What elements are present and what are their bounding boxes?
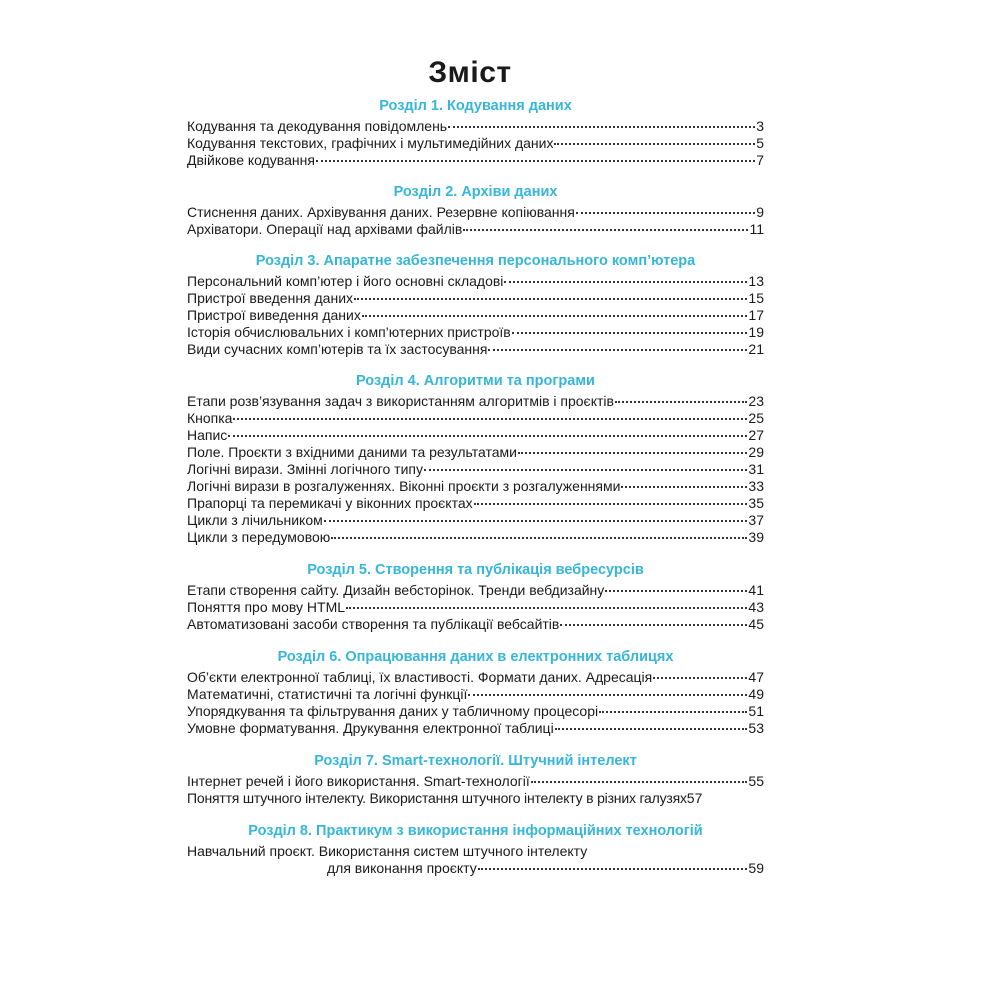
entry-page-number: 37 [748, 512, 764, 528]
toc-entry[interactable] [187, 582, 764, 599]
entry-page-number: 53 [748, 720, 764, 736]
entry-page-number: 13 [748, 273, 764, 289]
toc-entry[interactable] [187, 273, 764, 290]
dot-leader [518, 452, 747, 454]
entry-title: для виконання проєкту [327, 860, 477, 876]
entry-title: Персональний комп’ютер і його основні складові [187, 273, 504, 289]
entry-title: Пристрої виведення даних [187, 307, 361, 323]
entry-page-number: 39 [748, 529, 764, 545]
entry-title: Умовне форматування. Друкування електронної таблиці [187, 720, 554, 736]
dot-leader [478, 868, 748, 870]
entry-title: Поле. Проєкти з вхідними даними та результатами [187, 444, 517, 460]
toc-entry[interactable] [187, 427, 764, 444]
dot-leader [354, 298, 747, 300]
entry-page-number: 31 [748, 461, 764, 477]
dot-leader [448, 126, 755, 128]
entry-title: Поняття штучного інтелекту. Використання штучного інтелекту в різних галузях [187, 790, 687, 806]
dot-leader [555, 728, 748, 730]
section-1 [187, 96, 764, 169]
toc-entry[interactable] [187, 307, 764, 324]
entry-page-number: 35 [748, 495, 764, 511]
toc-entry[interactable] [187, 773, 764, 790]
entry-title: Архіватори. Операції над архівами файлів [187, 221, 463, 237]
entry-page-number: 51 [748, 703, 764, 719]
entry-page-number: 55 [748, 773, 764, 789]
toc-entry[interactable] [187, 512, 764, 529]
table-of-contents [187, 96, 764, 877]
entry-title: Етапи створення сайту. Дизайн вебсторінок. Тренди вебдизайну [187, 582, 605, 598]
entry-page-number: 11 [749, 221, 764, 237]
toc-entry[interactable] [187, 290, 764, 307]
entry-title: Упорядкування та фільтрування даних у табличному процесорі [187, 703, 599, 719]
section-heading: Розділ 7. Smart-технології. Штучний інтелект [314, 753, 637, 769]
entry-page-number: 59 [748, 860, 764, 876]
dot-leader [324, 520, 748, 522]
dot-leader [554, 143, 755, 145]
entry-page-number: 45 [748, 616, 764, 632]
entry-title: Поняття про мову HTML [187, 599, 346, 615]
section-heading: Розділ 2. Архіви даних [393, 184, 558, 200]
toc-entry[interactable] [187, 221, 764, 238]
toc-entry[interactable] [187, 720, 764, 737]
dot-leader [653, 677, 747, 679]
entry-title: Математичні, статистичні та логічні функції [187, 686, 468, 702]
dot-leader [560, 624, 747, 626]
section-6 [187, 647, 764, 737]
dot-leader [346, 607, 747, 609]
page-title: Зміст [428, 56, 512, 89]
entry-page-number: 47 [748, 669, 764, 685]
entry-title: Цикли з лічильником [187, 512, 323, 528]
dot-leader [615, 401, 747, 403]
toc-entry[interactable] [187, 118, 764, 135]
entry-page-number: 7 [756, 152, 764, 168]
entry-title: Автоматизовані засоби створення та публікації вебсайтів [187, 616, 560, 632]
dot-leader [621, 486, 747, 488]
dot-leader [488, 349, 747, 351]
entry-title: Пристрої введення даних [187, 290, 354, 306]
entry-title: Об’єкти електронної таблиці, їх властивості. Формати даних. Адресація [187, 669, 653, 685]
entry-title: Види сучасних комп’ютерів та їх застосування [187, 341, 488, 357]
toc-entry[interactable] [187, 204, 764, 221]
toc-entry[interactable] [187, 686, 764, 703]
dot-leader [233, 418, 747, 420]
dot-leader [605, 590, 747, 592]
dot-leader [424, 469, 747, 471]
toc-entry[interactable] [187, 478, 764, 495]
toc-entry[interactable] [187, 703, 764, 720]
toc-entry[interactable] [187, 669, 764, 686]
dot-leader [474, 503, 748, 505]
section-8 [187, 821, 764, 877]
entry-title: Двійкове кодування [187, 152, 315, 168]
entry-title: Прапорці та перемикачі у віконних проєктах [187, 495, 473, 511]
toc-entry[interactable] [187, 410, 764, 427]
entry-page-number: 49 [748, 686, 764, 702]
dot-leader [531, 781, 748, 783]
entry-page-number: 27 [748, 427, 764, 443]
entry-page-number: 25 [748, 410, 764, 426]
entry-title: Кнопка [187, 410, 233, 426]
dot-leader [576, 212, 755, 214]
dot-leader [512, 332, 748, 334]
toc-entry[interactable] [187, 393, 764, 410]
toc-entry[interactable] [187, 324, 764, 341]
entry-title: Стиснення даних. Архівування даних. Резервне копіювання [187, 204, 575, 220]
section-heading: Розділ 3. Апаратне забезпечення персонального комп’ютера [255, 253, 696, 269]
dot-leader [463, 229, 748, 231]
toc-entry[interactable] [187, 461, 764, 478]
entry-page-number: 15 [748, 290, 764, 306]
toc-entry[interactable] [187, 444, 764, 461]
toc-entry[interactable] [187, 341, 764, 358]
section-heading: Розділ 5. Створення та публікація вебресурсів [307, 562, 644, 578]
toc-entry[interactable] [187, 135, 764, 152]
dot-leader [316, 160, 755, 162]
dot-leader [228, 435, 747, 437]
toc-entry[interactable] [187, 529, 764, 546]
entry-title: Кодування та декодування повідомлень [187, 118, 448, 134]
entry-page-number: 57 [686, 790, 703, 806]
entry-page-number: 9 [756, 204, 764, 220]
section-heading: Розділ 8. Практикум з використання інформаційних технологій [248, 823, 703, 839]
entry-page-number: 21 [748, 341, 764, 357]
entry-page-number: 29 [748, 444, 764, 460]
entry-page-number: 5 [756, 135, 764, 151]
dot-leader [504, 281, 747, 283]
dot-leader [362, 315, 748, 317]
entry-page-number: 41 [748, 582, 764, 598]
toc-entry[interactable] [187, 860, 764, 877]
dot-leader [468, 694, 747, 696]
section-2 [187, 182, 764, 238]
section-heading: Розділ 4. Алгоритми та програми [356, 373, 595, 389]
entry-page-number: 43 [748, 599, 764, 615]
entry-title: Цикли з передумовою [187, 529, 331, 545]
entry-title-line-1: Навчальний проєкт. Використання систем штучного інтелекту [187, 843, 588, 859]
toc-entry[interactable] [187, 495, 764, 512]
entry-title: Інтернет речей і його використання. Smart-технології [187, 773, 530, 789]
entry-page-number: 17 [748, 307, 764, 323]
toc-entry[interactable] [187, 616, 764, 633]
entry-page-number: 23 [748, 393, 764, 409]
toc-entry[interactable] [187, 599, 764, 616]
section-3 [187, 251, 764, 358]
entry-title: Кодування текстових, графічних і мультимедійних даних [187, 135, 554, 151]
section-heading: Розділ 1. Кодування даних [379, 98, 572, 114]
entry-title: Етапи розв’язування задач з використанням алгоритмів і проєктів [187, 393, 614, 409]
section-4 [187, 371, 764, 546]
dot-leader [331, 537, 747, 539]
section-7 [187, 751, 764, 807]
entry-page-number: 19 [748, 324, 764, 340]
section-5 [187, 560, 764, 633]
toc-entry[interactable] [187, 152, 764, 169]
entry-title: Логічні вирази в розгалуженнях. Віконні проєкти з розгалуженнями [187, 478, 621, 494]
entry-title: Напис [187, 427, 228, 443]
entry-page-number: 33 [748, 478, 764, 494]
toc-entry[interactable] [187, 790, 764, 807]
dot-leader [599, 711, 747, 713]
entry-title: Історія обчислювальних і комп’ютерних пристроїв [187, 324, 511, 340]
section-heading: Розділ 6. Опрацювання даних в електронних таблицях [277, 649, 674, 665]
entry-title: Логічні вирази. Змінні логічного типу [187, 461, 423, 477]
entry-page-number: 3 [756, 118, 764, 134]
